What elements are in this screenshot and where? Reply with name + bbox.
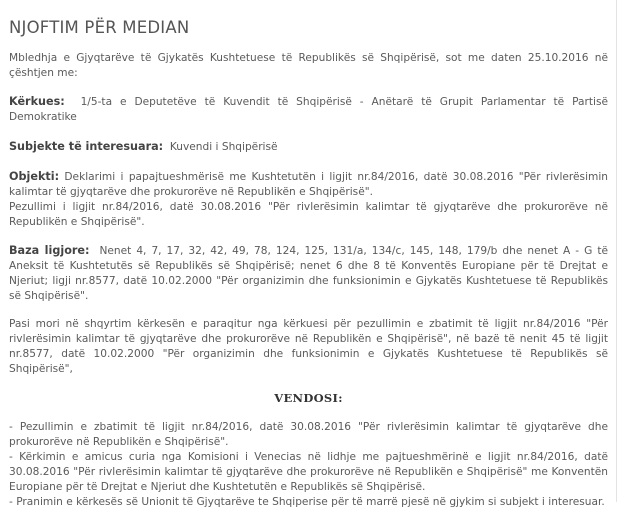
object-section <box>9 169 608 230</box>
applicant-label: Kërkues: <box>9 95 65 108</box>
decision-item: - Pezullimin e zbatimit të ligjit nr.84/2016, datë 30.08.2016 "Për rivlerësimin kalimtar të gjyqtarëve dhe prokurorëve në Republikën e Shqipërisë". <box>9 421 608 448</box>
decision-list <box>9 420 608 510</box>
legal-basis-value: Nenet 4, 7, 17, 32, 42, 49, 78, 124, 125, 131/a, 134/c, 145, 148, 179/b dhe nenet A - G të Aneksit të Kushtetutës së Republikës së Shqipërisë; nenet 6 dhe 8 të Konventës Europiane për të Drejtat e Njeriut; ligji nr.8577, datë 10.02.2000 "Për organizimin dhe funksionimin e Gjykatës Kushtetuese të Republikës së Shqipërisë". <box>9 245 608 302</box>
object-label: Objekti: <box>9 170 60 183</box>
object-value-suspension: Pezullimi i ligjit nr.84/2016, datë 30.08.2016 "Për rivlerësimin kalimtar të gjyqtarëve dhe prokurorëve në Republikën e Shqipërisë". <box>9 201 608 228</box>
decision-item: - Pranimin e kërkesës së Unionit të Gjyqtarëve te Shqiperise për të marrë pjesë në gjykim si subjekt i interesuar. <box>9 496 605 508</box>
interested-parties-value: Kuvendi i Shqipërisë <box>169 141 278 153</box>
decision-item: - Kërkimin e amicus curia nga Komisioni i Venecias në lidhje me pajtueshmërinë e ligjit nr.84/2016, datë 30.08.2016 "Për rivlerësimin kalimtar të gjyqtarëve dhe prokurorëve në Republikën e Shqipërisë" me Konventën Europiane për të Drejtat e Njeriut dhe Kushtetutën e Republikës së Shqipërisë. <box>9 451 608 493</box>
page-title: NJOFTIM PËR MEDIAN <box>9 18 190 37</box>
interested-parties-section <box>9 139 608 155</box>
applicant-section <box>9 94 608 125</box>
decision-heading: VENDOSI: <box>274 391 343 405</box>
intro-paragraph: Mbledhja e Gjyqtarëve të Gjykatës Kushtetuese të Republikës së Shqipërisë, sot me daten 25.10.2016 në çështjen me: <box>9 52 608 79</box>
applicant-value: 1/5-ta e Deputetëve të Kuvendit të Shqipërisë - Anëtarë të Grupit Parlamentar të Partisë Demokratike <box>9 96 608 123</box>
interested-parties-label: Subjekte të interesuara: <box>9 140 164 153</box>
object-value: Deklarimi i papajtueshmërisë me Kushtetutën i ligjit nr.84/2016, datë 30.08.2016 "Për rivlerësimin kalimtar të gjyqtarëve dhe prokurorëve në Republikën e Shqipërisë". <box>9 171 608 198</box>
legal-basis-label: Baza ligjore: <box>9 244 90 257</box>
considering-paragraph: Pasi mori në shqyrtim kërkesën e paraqitur nga kërkuesi për pezullimin e zbatimit të ligjit nr.84/2016 "Për rivlerësimin kalimtar të gjyqtarëve dhe prokurorëve në Republikën e Shqipërisë", në bazë të nenit 45 të ligjit nr.8577, datë 10.02.2000 "Për organizimin dhe funksionimin e Gjykatës Kushtetuese të Republikës së Shqipërisë", <box>9 318 608 375</box>
legal-basis-section <box>9 243 608 304</box>
